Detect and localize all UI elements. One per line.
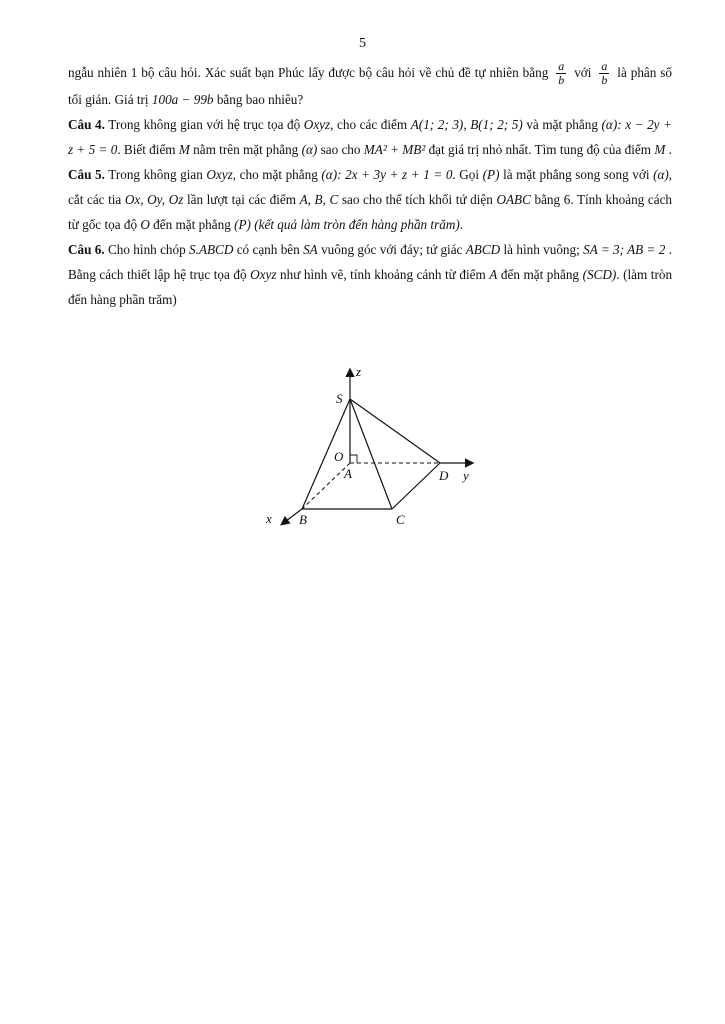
- fraction-numerator: a: [601, 59, 608, 74]
- math-expression: (α): x − 2y + z + 5 = 0: [68, 117, 673, 158]
- question-label: Câu 5.: [68, 167, 105, 183]
- text-segment: vuông góc với đáy; tứ giác: [321, 242, 463, 258]
- text-segment: , cắt các tia: [68, 167, 673, 208]
- document-body: [68, 60, 672, 312]
- label-D: D: [439, 468, 449, 483]
- math-expression: A: [489, 267, 498, 283]
- page-number: 5: [359, 36, 366, 51]
- math-expression: ABCD: [465, 242, 501, 258]
- math-expression: M: [178, 142, 190, 158]
- fraction-a-over-b: [556, 60, 566, 87]
- math-expression: Ox, Oy, Oz: [124, 192, 184, 208]
- fraction-denominator: b: [601, 73, 608, 88]
- text-segment: . Gọi: [452, 167, 480, 183]
- math-expression: OABC: [496, 192, 531, 208]
- text-segment: và mặt phẳng: [526, 117, 598, 133]
- text-segment: như hình vẽ, tính khoảng cánh từ điểm: [280, 267, 486, 283]
- math-expression: 100a − 99b: [151, 92, 214, 108]
- text-segment: lần lượt tại các điểm: [186, 192, 296, 208]
- text-segment: sao cho: [320, 142, 361, 158]
- question-4: [68, 112, 672, 162]
- text-segment: đến mặt phẳng: [153, 217, 231, 233]
- text-segment: ngẫu nhiên 1 bộ câu hỏi. Xác suất bạn Phúc lấy được bộ câu hỏi về chủ đề tự nhiên bằng: [68, 65, 549, 80]
- text-segment: là mặt phẳng song song với: [503, 167, 650, 183]
- text-segment: , cho các điểm: [330, 117, 408, 133]
- pyramid-diagram: [260, 362, 490, 537]
- edge-SC: [350, 399, 392, 509]
- text-segment: sao cho thể tích khối tứ diện: [341, 192, 493, 208]
- math-expression: (P): [482, 167, 500, 183]
- text-segment: là phân số tối giản. Giá trị: [68, 65, 673, 108]
- fraction-numerator: a: [558, 59, 565, 74]
- math-expression: O: [140, 217, 150, 233]
- math-expression: MA² + MB²: [363, 142, 426, 158]
- text-segment: ,: [463, 117, 467, 133]
- label-y: y: [463, 468, 469, 483]
- text-segment: . Bằng cách thiết lập hệ trục tọa độ: [68, 242, 673, 283]
- math-expression: Oxyz: [303, 117, 331, 133]
- edge-CD: [392, 463, 440, 509]
- text-segment: có cạnh bên: [236, 242, 300, 258]
- text-segment: đến mặt phẳng: [500, 267, 580, 283]
- question-6: [68, 237, 672, 312]
- edge-AB: [302, 463, 350, 509]
- math-expression: (SCD): [582, 267, 617, 283]
- rounding-note: (kết quả làm tròn đến hàng phần trăm): [254, 217, 460, 233]
- text-segment: , cho mặt phẳng: [232, 167, 318, 183]
- right-angle-mark: [350, 455, 357, 463]
- question-5: [68, 162, 672, 237]
- text-segment: . (làm tròn đến hàng phần trăm): [68, 267, 673, 308]
- pyramid-figure: [260, 362, 490, 537]
- math-expression: SA = 3; AB = 2: [583, 242, 666, 258]
- math-expression: S.ABCD: [189, 242, 234, 258]
- text-segment: nằm trên mặt phẳng: [193, 142, 299, 158]
- label-x: x: [266, 511, 272, 526]
- text-segment: . Biết điểm: [117, 142, 176, 158]
- math-expression: A, B, C: [299, 192, 339, 208]
- fraction-denominator: b: [558, 73, 565, 88]
- text-segment: .: [459, 217, 464, 233]
- label-O: O: [334, 449, 344, 464]
- edge-SD: [350, 399, 440, 463]
- math-expression: Oxyz: [250, 267, 277, 283]
- text-segment: với: [574, 65, 592, 80]
- fraction-a-over-b: [599, 60, 609, 87]
- label-A: A: [344, 466, 352, 481]
- label-S: S: [336, 391, 343, 406]
- text-segment: . Tính khoảng cách từ gốc tọa độ: [68, 192, 673, 233]
- label-B: B: [299, 512, 307, 527]
- math-expression: (P): [234, 217, 251, 233]
- math-expression: B(1; 2; 5): [470, 117, 523, 133]
- text-segment: Cho hình chóp: [108, 242, 186, 258]
- math-expression: M: [654, 142, 666, 158]
- math-expression: 6: [563, 192, 571, 208]
- label-C: C: [396, 512, 405, 527]
- question-3-continuation: [68, 60, 672, 112]
- label-z: z: [356, 364, 362, 379]
- math-expression: (α): [301, 142, 318, 158]
- math-expression: (α): [653, 167, 669, 183]
- text-segment: Trong không gian: [108, 167, 203, 183]
- text-segment: Trong không gian với hệ trục tọa độ: [108, 117, 301, 133]
- math-expression: Oxyz: [206, 167, 233, 183]
- text-segment: bằng bao nhiêu?: [216, 92, 304, 108]
- text-segment: .: [668, 142, 672, 158]
- text-segment: bằng: [534, 192, 561, 208]
- math-expression: A(1; 2; 3): [410, 117, 464, 133]
- text-segment: đạt giá trị nhỏ nhất. Tìm tung độ của điểm: [428, 142, 652, 158]
- question-label: Câu 4.: [68, 117, 105, 133]
- text-segment: là hình vuông;: [503, 242, 580, 258]
- question-label: Câu 6.: [68, 242, 105, 258]
- math-expression: (α): 2x + 3y + z + 1 = 0: [321, 167, 453, 183]
- math-expression: SA: [303, 242, 318, 258]
